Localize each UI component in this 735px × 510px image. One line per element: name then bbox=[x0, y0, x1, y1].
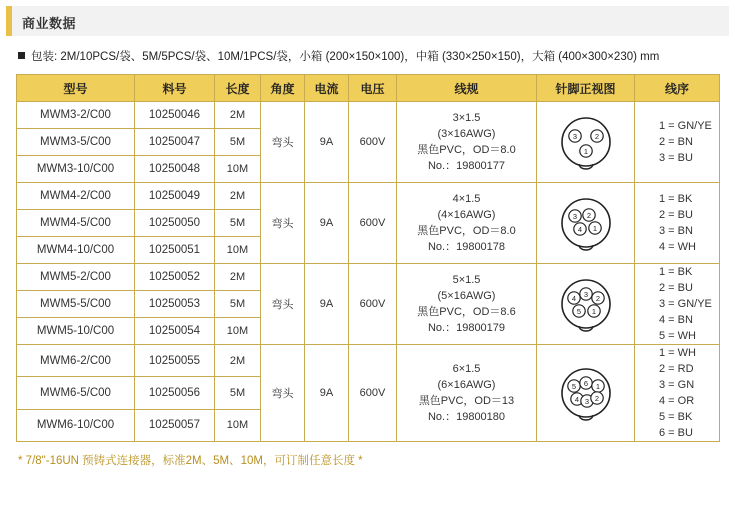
svg-text:1: 1 bbox=[583, 147, 588, 157]
cell-part-number: 10250056 bbox=[135, 377, 215, 409]
cell-part-number: 10250049 bbox=[135, 183, 215, 210]
cell-angle: 弯头 bbox=[261, 264, 305, 345]
wiring-line: 4 = OR bbox=[659, 395, 695, 407]
cell-part-number: 10250047 bbox=[135, 129, 215, 156]
wiring-line: 4 = BN bbox=[659, 314, 693, 326]
wiring-line: 1 = GN/YE bbox=[659, 120, 712, 132]
wiring-line: 2 = BU bbox=[659, 282, 693, 294]
cell-wiring-order bbox=[635, 183, 720, 264]
cell-pin-view bbox=[537, 345, 635, 442]
pin-view-svg bbox=[552, 363, 620, 423]
wire-spec-line: (4×16AWG) bbox=[437, 209, 496, 221]
table-row bbox=[17, 183, 720, 210]
wire-spec-line: 6×1.5 bbox=[452, 363, 481, 375]
cell-part-number: 10250052 bbox=[135, 264, 215, 291]
page-title: 商业数据 bbox=[22, 16, 77, 31]
wire-spec-line: 黑色PVC，OD＝8.0 bbox=[417, 225, 516, 237]
cell-voltage: 600V bbox=[349, 264, 397, 345]
svg-text:1: 1 bbox=[591, 307, 596, 317]
wire-spec-line: 4×1.5 bbox=[452, 193, 481, 205]
cell-length: 2M bbox=[215, 264, 261, 291]
table-row bbox=[17, 102, 720, 129]
cell-length: 2M bbox=[215, 102, 261, 129]
cell-model: MWM3-2/C00 bbox=[17, 102, 135, 129]
cell-model: MWM4-5/C00 bbox=[17, 210, 135, 237]
wire-spec-line: 黑色PVC，OD＝8.0 bbox=[417, 144, 516, 156]
pin-view-svg bbox=[552, 193, 620, 253]
wiring-line: 3 = GN bbox=[659, 379, 695, 391]
wiring-line: 2 = RD bbox=[659, 363, 694, 375]
pin-view-5pin bbox=[537, 274, 634, 334]
cell-voltage: 600V bbox=[349, 345, 397, 442]
wire-spec-line: 黑色PVC，OD＝8.6 bbox=[417, 306, 516, 318]
cell-current: 9A bbox=[305, 102, 349, 183]
svg-text:1: 1 bbox=[595, 382, 600, 392]
wiring-line: 2 = BN bbox=[659, 136, 693, 148]
cell-part-number: 10250055 bbox=[135, 345, 215, 377]
cell-part-number: 10250054 bbox=[135, 318, 215, 345]
svg-text:4: 4 bbox=[574, 395, 579, 405]
col-header-angle: 角度 bbox=[261, 75, 305, 102]
datasheet-page bbox=[0, 6, 735, 510]
cell-length: 5M bbox=[215, 291, 261, 318]
cell-length: 5M bbox=[215, 210, 261, 237]
cell-angle: 弯头 bbox=[261, 102, 305, 183]
col-header-wirespec: 线规 bbox=[397, 75, 537, 102]
cell-part-number: 10250053 bbox=[135, 291, 215, 318]
cell-part-number: 10250046 bbox=[135, 102, 215, 129]
cell-model: MWM3-10/C00 bbox=[17, 156, 135, 183]
footer-note-text: * 7/8"-16UN 预铸式连接器，标准2M、5M、10M，可订制任意长度 * bbox=[18, 455, 363, 467]
pin-view-svg bbox=[552, 274, 620, 334]
cell-angle: 弯头 bbox=[261, 345, 305, 442]
pin-view-6pin bbox=[537, 363, 634, 423]
cell-part-number: 10250051 bbox=[135, 237, 215, 264]
svg-text:2: 2 bbox=[594, 132, 599, 142]
svg-text:5: 5 bbox=[576, 307, 581, 317]
cell-part-number: 10250057 bbox=[135, 409, 215, 441]
cell-pin-view bbox=[537, 183, 635, 264]
col-header-voltage: 电压 bbox=[349, 75, 397, 102]
cell-model: MWM4-2/C00 bbox=[17, 183, 135, 210]
cell-wiring-order bbox=[635, 102, 720, 183]
cell-wire-spec bbox=[397, 345, 537, 442]
wire-spec-line: No.：19800178 bbox=[427, 241, 506, 253]
cell-model: MWM5-10/C00 bbox=[17, 318, 135, 345]
wiring-line: 5 = BK bbox=[659, 411, 693, 423]
wiring-line: 3 = BN bbox=[659, 225, 693, 237]
wire-spec-line: 5×1.5 bbox=[452, 274, 481, 286]
col-header-length: 长度 bbox=[215, 75, 261, 102]
col-header-pinview: 针脚正视图 bbox=[537, 75, 635, 102]
cell-current: 9A bbox=[305, 345, 349, 442]
cell-length: 5M bbox=[215, 129, 261, 156]
cell-length: 5M bbox=[215, 377, 261, 409]
table-row bbox=[17, 345, 720, 377]
wiring-line: 5 = WH bbox=[659, 330, 696, 342]
wire-spec-line: (3×16AWG) bbox=[437, 128, 496, 140]
cell-angle: 弯头 bbox=[261, 183, 305, 264]
svg-text:6: 6 bbox=[583, 379, 588, 389]
cell-wire-spec bbox=[397, 264, 537, 345]
wiring-line: 6 = BU bbox=[659, 427, 693, 439]
wire-spec-line: (5×16AWG) bbox=[437, 290, 496, 302]
svg-text:3: 3 bbox=[572, 212, 577, 222]
svg-text:2: 2 bbox=[586, 211, 591, 221]
cell-current: 9A bbox=[305, 183, 349, 264]
cell-length: 10M bbox=[215, 318, 261, 345]
cell-pin-view bbox=[537, 264, 635, 345]
pin-view-4pin bbox=[537, 193, 634, 253]
table-row bbox=[17, 264, 720, 291]
cell-wire-spec bbox=[397, 102, 537, 183]
wire-spec-line: 3×1.5 bbox=[452, 112, 481, 124]
cell-model: MWM6-2/C00 bbox=[17, 345, 135, 377]
cell-part-number: 10250050 bbox=[135, 210, 215, 237]
wiring-line: 3 = GN/YE bbox=[659, 298, 712, 310]
col-header-wiring: 线序 bbox=[635, 75, 720, 102]
cell-voltage: 600V bbox=[349, 102, 397, 183]
cell-model: MWM5-5/C00 bbox=[17, 291, 135, 318]
svg-text:3: 3 bbox=[584, 397, 589, 407]
wire-spec-line: 黑色PVC，OD＝13 bbox=[418, 395, 515, 407]
svg-text:1: 1 bbox=[592, 224, 597, 234]
spec-table-wrapper bbox=[16, 74, 719, 442]
pin-view-3pin bbox=[537, 112, 634, 172]
section-header-bar bbox=[6, 6, 729, 36]
table-head bbox=[17, 75, 720, 102]
cell-length: 10M bbox=[215, 237, 261, 264]
cell-model: MWM3-5/C00 bbox=[17, 129, 135, 156]
packing-note-text: 包装: 2M/10PCS/袋、5M/5PCS/袋、10M/1PCS/袋，小箱 (200×150×100)，中箱 (330×250×150)，大箱 (400×300×230) mm bbox=[31, 51, 660, 63]
wire-spec-line: No.：19800180 bbox=[427, 411, 506, 423]
wire-spec-line: No.：19800177 bbox=[427, 160, 506, 172]
wiring-line: 2 = BU bbox=[659, 209, 693, 221]
cell-model: MWM6-10/C00 bbox=[17, 409, 135, 441]
wire-spec-line: (6×16AWG) bbox=[437, 379, 496, 391]
wiring-line: 1 = BK bbox=[659, 193, 693, 205]
bullet-square-icon bbox=[18, 52, 25, 59]
col-header-current: 电流 bbox=[305, 75, 349, 102]
cell-current: 9A bbox=[305, 264, 349, 345]
table-header-row bbox=[17, 75, 720, 102]
svg-text:3: 3 bbox=[572, 132, 577, 142]
packing-note bbox=[18, 48, 735, 64]
col-header-model: 型号 bbox=[17, 75, 135, 102]
wiring-line: 1 = WH bbox=[659, 347, 696, 359]
cell-length: 10M bbox=[215, 156, 261, 183]
cell-wire-spec bbox=[397, 183, 537, 264]
svg-text:2: 2 bbox=[594, 394, 599, 404]
cell-model: MWM5-2/C00 bbox=[17, 264, 135, 291]
table-body bbox=[17, 102, 720, 442]
cell-length: 2M bbox=[215, 183, 261, 210]
cell-wiring-order bbox=[635, 345, 720, 442]
cell-wiring-order bbox=[635, 264, 720, 345]
svg-text:3: 3 bbox=[583, 290, 588, 300]
wiring-line: 4 = WH bbox=[659, 241, 696, 253]
svg-text:2: 2 bbox=[595, 294, 600, 304]
wire-spec-line: No.：19800179 bbox=[427, 322, 506, 334]
svg-text:4: 4 bbox=[571, 294, 576, 304]
cell-voltage: 600V bbox=[349, 183, 397, 264]
spec-table bbox=[16, 74, 720, 442]
cell-model: MWM6-5/C00 bbox=[17, 377, 135, 409]
col-header-partno: 料号 bbox=[135, 75, 215, 102]
cell-part-number: 10250048 bbox=[135, 156, 215, 183]
pin-view-svg bbox=[552, 112, 620, 172]
wiring-line: 3 = BU bbox=[659, 152, 693, 164]
cell-model: MWM4-10/C00 bbox=[17, 237, 135, 264]
footer-note bbox=[18, 452, 735, 468]
cell-length: 2M bbox=[215, 345, 261, 377]
cell-length: 10M bbox=[215, 409, 261, 441]
svg-text:4: 4 bbox=[577, 225, 582, 235]
svg-text:5: 5 bbox=[571, 382, 576, 392]
wiring-line: 1 = BK bbox=[659, 266, 693, 278]
cell-pin-view bbox=[537, 102, 635, 183]
